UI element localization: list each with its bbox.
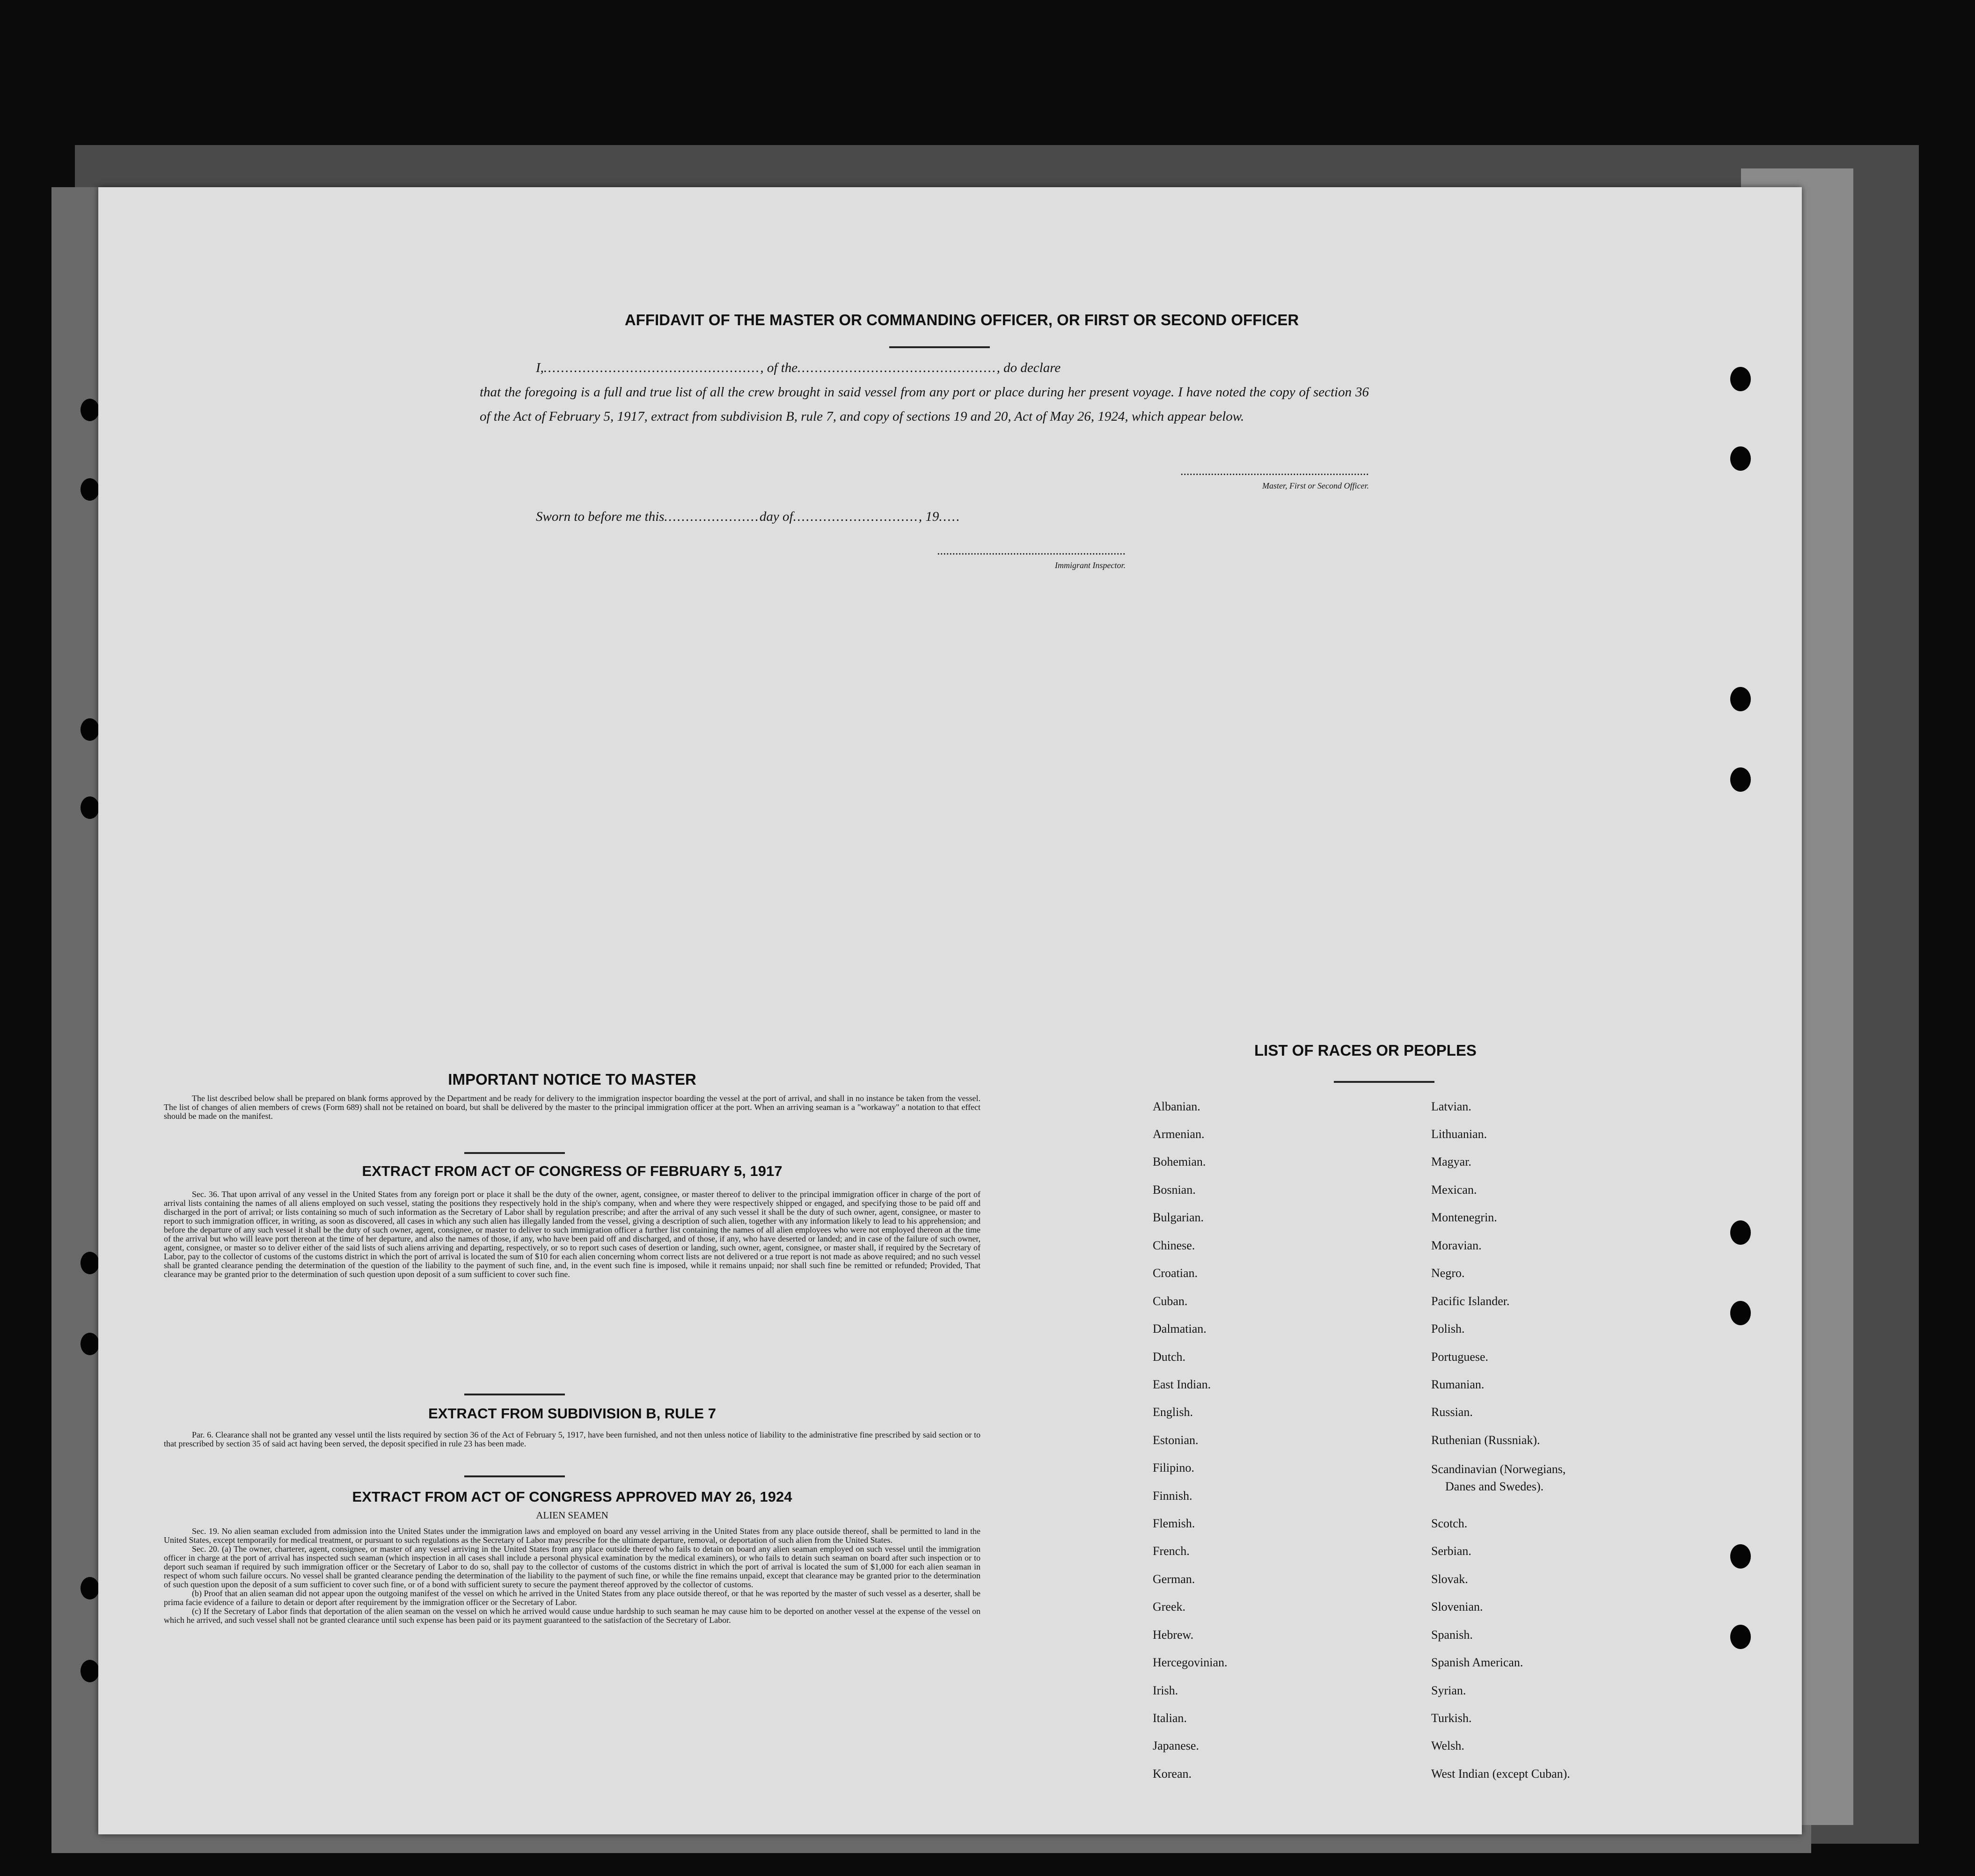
race-item: Montenegrin. [1431,1211,1497,1224]
punch-hole [1730,687,1751,711]
race-item: Italian. [1153,1711,1187,1725]
race-item: Chinese. [1153,1239,1195,1252]
race-item: Bohemian. [1153,1155,1206,1168]
notice-title: IMPORTANT NOTICE TO MASTER [448,1071,696,1088]
section-19-text: Sec. 19. No alien seaman excluded from admission into the United States under the immigration laws and employed on board any vessel arriving in the United States from any place outside thereof, shall be permitted to land in the United States, except temporarily for medical treatment, or pursuant to such regulations as the Secretary of Labor may prescribe for the ultimate departure, removal, or deportation of such alien from the United States. [164,1526,980,1545]
race-item: Bulgarian. [1153,1211,1204,1224]
section-36-text: Sec. 36. That upon arrival of any vessel in the United States from any foreign port or place it shall be the duty of the owner, agent, consignee, or master thereof to deliver to the principal immigration officer in charge of the port of arrival lists containing the names of all aliens employed on such vessel, stating the positions they respectively hold in the ship's company, when and where they were respectively shipped or engaged, and specifying those to be paid off and discharged in the port of arrival; or lists containing so much of such information as the Secretary of Labor shall by regulation prescribe; and after the arrival of any such vessel it shall be the duty of such owner, agent, consignee, or master to report to such immigration officer, in writing, as soon as discovered, all cases in which any such alien has illegally landed from the vessel, giving a description of such alien, together with any information likely to lead to his apprehension; and before the departure of any such vessel it shall be the duty of such owner, agent, consignee, or master to deliver to such immigration officer a further list containing the names of all alien employees who were not employed thereon at the time of the arrival but who will leave port thereon at the time of her departure, and also the names of those, if any, who have been paid off and discharged, and of those, if any, who have deserted or landed; and in case of the failure of such owner, agent, consignee, or master so to deliver either of the said lists of such aliens arriving and departing, respectively, or so to report such cases of desertion or landing, such owner, agent, consignee, or master shall, if required by the Secretary of Labor, pay to the collector of customs of the customs district in which the port of arrival is located the sum of $10 for each alien concerning whom correct lists are not delivered or a true report is not made as above required; and no such vessel shall be granted clearance pending the determination of the question of the liability to the payment of such fine, and, in the event such fine is imposed, while it remains unpaid; nor shall such fine be remitted or refunded; Provided, That clearance may be granted prior to the determination of such question upon deposit of a sum sufficient to cover such fine. [164,1190,980,1279]
race-item: Spanish. [1431,1628,1473,1642]
race-item: Mexican. [1431,1183,1477,1197]
binder-hole [80,1333,99,1355]
race-item: Serbian. [1431,1544,1471,1558]
race-item: Armenian. [1153,1127,1205,1141]
race-item: West Indian (except Cuban). [1431,1767,1570,1781]
affidavit-of-the: , of the [760,360,798,375]
race-item: Lithuanian. [1431,1127,1487,1141]
inspector-signature-line: .............................................................. [937,544,1126,557]
race-item: Irish. [1153,1684,1178,1697]
race-item: Filipino. [1153,1461,1194,1475]
divider [464,1394,565,1395]
race-item: Bosnian. [1153,1183,1196,1197]
notice-text: The list described below shall be prepared on blank forms approved by the Department and be ready for delivery to the immigration inspector boarding the vessel at the port of arrival, and shall in no instance be taken from the vessel. The list of changes of alien members of crews (Form 689) shall not be retained on board, but shall be delivered by the master to the principal immigration officer at the port. When an arriving seaman is a "workaway" a notation to that effect should be made on the manifest. [164,1094,980,1121]
race-item: Finnish. [1153,1489,1192,1503]
race-item: Korean. [1153,1767,1192,1781]
race-item: Russian. [1431,1405,1473,1419]
extract-1924-title: EXTRACT FROM ACT OF CONGRESS APPROVED MAY 26, 1924 [352,1489,792,1505]
affidavit-i: I, [536,360,544,375]
race-item: Slovak. [1431,1572,1468,1586]
section-20a-text: Sec. 20. (a) The owner, charterer, agent, consignee, or master of any vessel arriving in the United States from any place outside thereof who fails to detain on board any alien seaman employed on such vessel until the immigration officer in charge at the port of arrival has inspected such seaman (which inspection in all cases shall include a personal physical examination by the medical examiners), or who fails to detain such seaman on board after such inspection or to deport such seaman if required by such immigration officer or the Secretary of Labor to do so, shall pay to the collector of customs of the customs district in which the port of arrival is located the sum of $1,000 for each alien seaman in respect of whom such failure occurs. No vessel shall be granted clearance pending the determination of the liability to the payment of such fine, or while the fine remains unpaid, except that clearance may be granted prior to the determination of such question upon the deposit of a sum sufficient to cover such fine, or of a bond with sufficient surety to secure the payment thereof approved by the collector of customs. [164,1544,980,1589]
punch-hole [1730,446,1751,471]
blank-name: .................................................. [543,360,761,375]
race-item: Hebrew. [1153,1628,1194,1642]
race-item: Croatian. [1153,1266,1198,1280]
divider [889,346,990,348]
race-item: Portuguese. [1431,1350,1489,1364]
race-item: Japanese. [1153,1739,1199,1752]
race-item: Spanish American. [1431,1656,1523,1669]
binder-hole [80,399,99,421]
race-item: Rumanian. [1431,1378,1485,1391]
section-20c-text: (c) If the Secretary of Labor finds that deportation of the alien seaman on the vessel on which he arrived would cause undue hardship to such seaman he may cause him to be deported on another vessel at the expense of the vessel on which he arrived, and such vessel shall not be granted clearance until such expense has been paid or its payment guaranteed to the satisfaction of the Secretary of Labor. [164,1606,980,1625]
race-item: Albanian. [1153,1100,1200,1113]
punch-hole [1730,1544,1751,1569]
rule-7-text: Par. 6. Clearance shall not be granted any vessel until the lists required by section 36 of the Act of February 5, 1917, have been furnished, and not then unless notice of liability to the administrative fine prescribed by said section or to that prescribed by section 35 of said act having been served, the deposit specified in rule 23 has been made. [164,1430,980,1448]
manifest-page [98,187,1802,1834]
inspector-signature-label: Immigrant Inspector. [1055,561,1126,570]
punch-hole [1730,1625,1751,1649]
race-item: Dalmatian. [1153,1322,1207,1336]
affidavit-title: AFFIDAVIT OF THE MASTER OR COMMANDING OFFICER, OR FIRST OR SECOND OFFICER [624,311,1299,328]
extract-1917-body [164,1190,980,1279]
section-20b-text: (b) Proof that an alien seaman did not appear upon the outgoing manifest of the vessel on which he arrived in the United States from any place outside thereof, or that he was reported by the master of such vessel as a deserter, shall be prima facie evidence of a failure to detain or deport after requirement by the immigration officer or the Secretary of Labor. [164,1589,980,1607]
sworn-line [536,504,1191,529]
blank-vessel: .............................................. [797,360,997,375]
race-item: Ruthenian (Russniak). [1431,1433,1540,1447]
race-item: Scandinavian (Norwegians, [1431,1462,1566,1476]
extract-1924-body [164,1527,980,1625]
divider [464,1152,565,1154]
divider [464,1475,565,1477]
alien-seamen-subtitle: ALIEN SEAMEN [536,1510,608,1521]
master-signature-line: .............................................................. [1180,464,1369,478]
race-item: Magyar. [1431,1155,1471,1168]
sworn-year: , 19 [918,509,939,524]
race-item: Cuban. [1153,1294,1188,1308]
sworn-day-of: day of [759,509,793,524]
race-item: East Indian. [1153,1378,1211,1391]
race-item: French. [1153,1544,1190,1558]
punch-hole [1730,767,1751,792]
punch-hole [1730,1301,1751,1325]
race-item: Hercegovinian. [1153,1656,1228,1669]
races-title: LIST OF RACES OR PEOPLES [1254,1042,1477,1059]
rule-7-body [164,1431,980,1448]
blank-month: ............................. [793,509,919,524]
notice-body [164,1094,980,1121]
blank-year: ..... [939,509,961,524]
binder-hole [80,478,99,501]
race-item: Scotch. [1431,1517,1468,1530]
master-signature-label: Master, First or Second Officer. [1262,481,1369,490]
extract-1917-title: EXTRACT FROM ACT OF CONGRESS OF FEBRUARY 5, 1917 [362,1163,783,1179]
affidavit-body: that the foregoing is a full and true list of all the crew brought in said vessel from any port or place during her present voyage. I have noted the copy of section 36 of the Act of February 5, 1917, extract from subdivision B, rule 7, and copy of sections 19 and 20, Act of May 26, 1924, which appear below. [480,385,1369,424]
affidavit-declare: , do declare [996,360,1061,375]
race-item: Negro. [1431,1266,1465,1280]
binder-hole [80,1660,99,1682]
race-item: Polish. [1431,1322,1465,1336]
race-item: Dutch. [1153,1350,1186,1364]
punch-hole [1730,1220,1751,1245]
binder-hole [80,1252,99,1274]
race-item: German. [1153,1572,1195,1586]
race-item: English. [1153,1405,1193,1419]
race-item: Flemish. [1153,1517,1195,1530]
divider [1334,1081,1434,1083]
race-item: Danes and Swedes). [1445,1480,1544,1493]
binder-hole [80,718,99,741]
race-item: Latvian. [1431,1100,1471,1113]
affidavit-first-line [480,356,1369,380]
race-item: Slovenian. [1431,1600,1483,1613]
sworn-text: Sworn to before me this [536,509,665,524]
binder-hole [80,796,99,819]
race-item: Greek. [1153,1600,1186,1613]
punch-hole [1730,367,1751,391]
binder-hole [80,1577,99,1599]
race-item: Estonian. [1153,1433,1199,1447]
race-item: Welsh. [1431,1739,1464,1752]
race-item: Syrian. [1431,1684,1466,1697]
race-item: Moravian. [1431,1239,1482,1252]
race-item: Pacific Islander. [1431,1294,1510,1308]
blank-day: ...................... [664,509,760,524]
rule-7-title: EXTRACT FROM SUBDIVISION B, RULE 7 [428,1405,716,1422]
race-item: Turkish. [1431,1711,1472,1725]
